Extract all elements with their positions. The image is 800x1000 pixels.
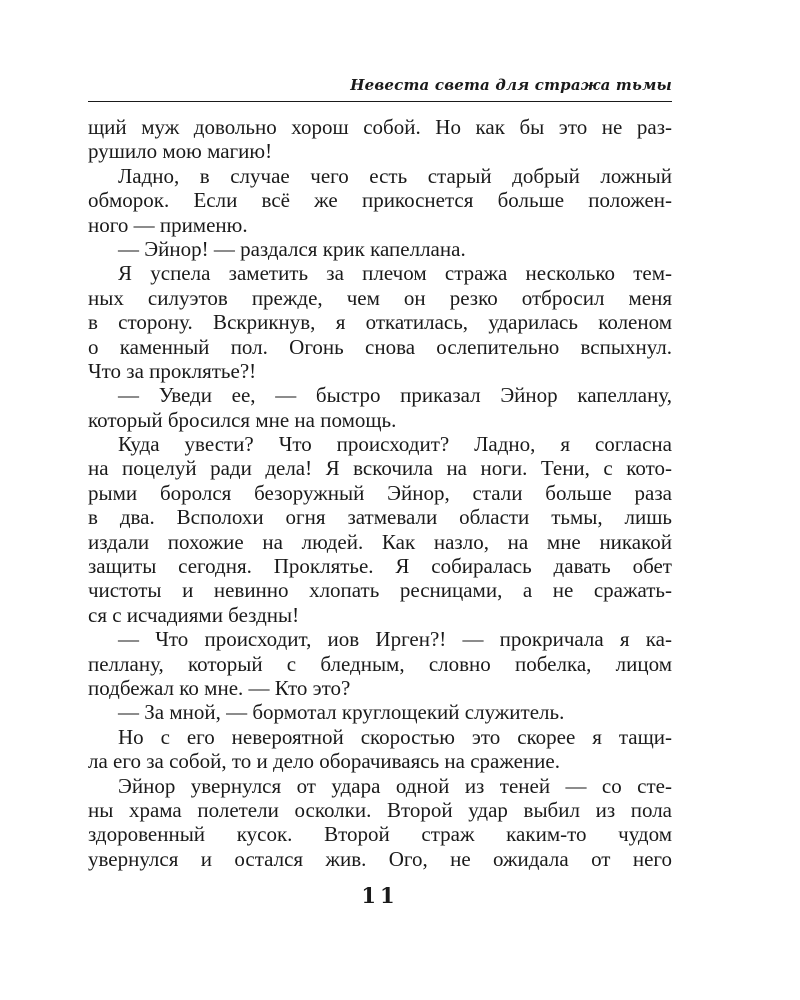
body-text	[88, 115, 672, 871]
text-line: ных силуэтов прежде, чем он резко отбросил меня	[88, 285, 672, 310]
text-line: здоровенный кусок. Второй страж каким-то чудом	[88, 822, 672, 847]
header-rule	[88, 101, 672, 102]
text-line: рушило мою магию!	[88, 139, 273, 164]
text-line: Ладно, в случае чего есть старый добрый ложный	[118, 163, 672, 188]
text-line: Что за проклятье?!	[88, 358, 257, 383]
text-line: Куда увести? Что происходит? Ладно, я согласна	[118, 432, 672, 457]
text-line: Эйнор увернулся от удара одной из теней — со сте-	[118, 773, 672, 798]
text-line: ся с исчадиями бездны!	[88, 602, 300, 627]
text-line: — Эйнор! — раздался крик капеллана.	[118, 236, 466, 261]
text-line: щий муж довольно хорош собой. Но как бы это не раз-	[88, 115, 672, 139]
page-number: 11	[361, 883, 399, 908]
text-line: ла его за собой, то и дело оборачиваясь на сражение.	[88, 749, 560, 774]
text-line: рыми боролся безоружный Эйнор, стали больше раза	[88, 480, 672, 505]
text-line: в сторону. Вскрикнув, я откатилась, ударилась коленом	[88, 310, 672, 335]
text-line: чистоты и невинно хлопать ресницами, а не сражать-	[88, 578, 672, 603]
text-line: который бросился мне на помощь.	[88, 407, 397, 432]
text-line: подбежал ко мне. — Кто это?	[88, 675, 351, 700]
text-line: о каменный пол. Огонь снова ослепительно вспыхнул.	[88, 334, 672, 359]
text-line: — За мной, — бормотал круглощекий служитель.	[118, 700, 565, 725]
text-line: — Уведи ее, — быстро приказал Эйнор капеллану,	[118, 383, 672, 408]
text-line: увернулся и остался жив. Ого, не ожидала от него	[88, 846, 672, 871]
text-line: издали похожие на людей. Как назло, на мне никакой	[88, 529, 672, 554]
text-line: в два. Всполохи огня затмевали области тьмы, лишь	[88, 505, 672, 530]
text-line: обморок. Если всё же прикоснется больше положен-	[88, 188, 672, 213]
running-head: Невеста света для стража тьмы	[350, 76, 672, 94]
text-line: ного — применю.	[88, 212, 248, 237]
text-line: на поцелуй ради дела! Я вскочила на ноги. Тени, с кото-	[88, 456, 672, 481]
text-line: Но с его невероятной скоростью это скорее я тащи-	[118, 724, 672, 749]
text-line: защиты сегодня. Проклятье. Я собиралась давать обет	[88, 554, 672, 579]
text-line: пеллану, который с бледным, словно побелка, лицом	[88, 651, 672, 676]
text-line: ны храма полетели осколки. Второй удар выбил из пола	[88, 797, 672, 822]
text-line: — Что происходит, иов Ирген?! — прокричала я ка-	[118, 627, 672, 652]
text-line: Я успела заметить за плечом стража несколько тем-	[118, 261, 672, 286]
